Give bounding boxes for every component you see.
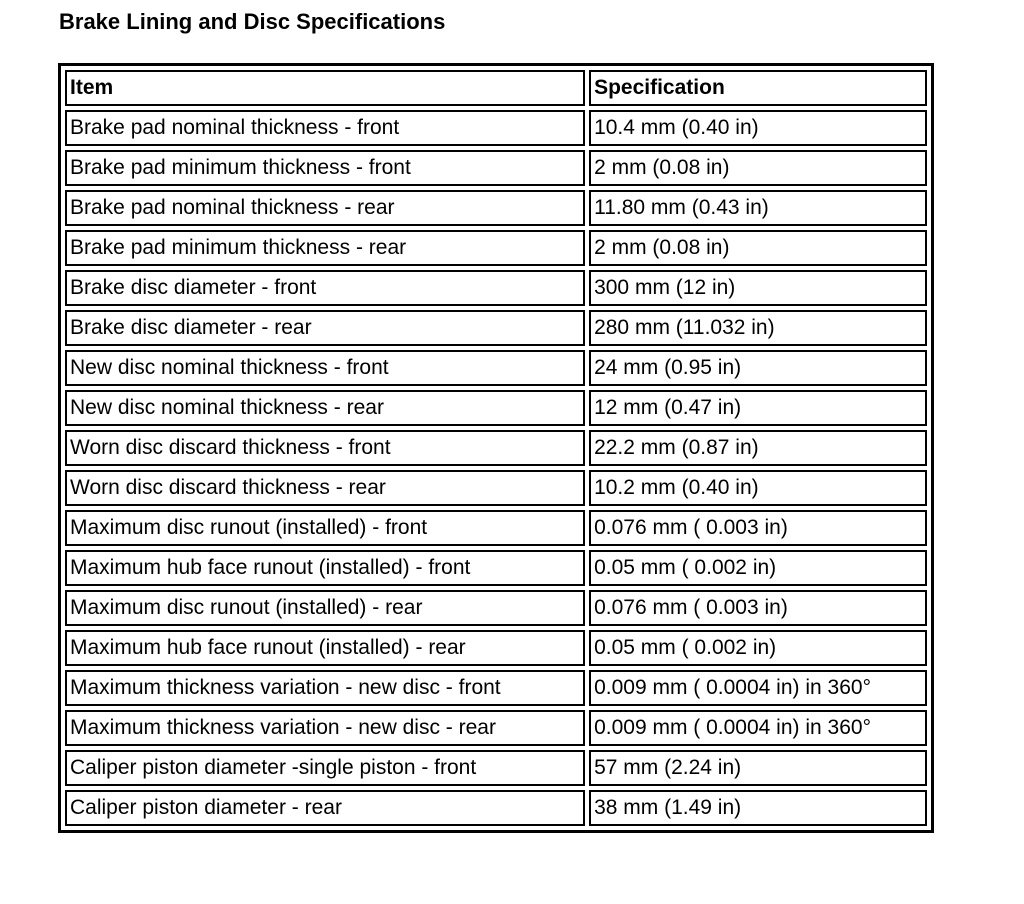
table-row bbox=[65, 470, 927, 506]
cell-specification: 0.05 mm ( 0.002 in) bbox=[589, 630, 927, 666]
cell-specification: 10.2 mm (0.40 in) bbox=[589, 470, 927, 506]
table-row bbox=[65, 230, 927, 266]
cell-specification: 0.05 mm ( 0.002 in) bbox=[589, 550, 927, 586]
cell-item: Brake disc diameter - front bbox=[65, 270, 585, 306]
cell-specification: 300 mm (12 in) bbox=[589, 270, 927, 306]
cell-specification: 11.80 mm (0.43 in) bbox=[589, 190, 927, 226]
cell-item: New disc nominal thickness - front bbox=[65, 350, 585, 386]
table-row bbox=[65, 270, 927, 306]
table-row bbox=[65, 430, 927, 466]
cell-item: Worn disc discard thickness - rear bbox=[65, 470, 585, 506]
cell-item: Brake pad minimum thickness - front bbox=[65, 150, 585, 186]
cell-specification: 0.076 mm ( 0.003 in) bbox=[589, 510, 927, 546]
cell-item: Brake disc diameter - rear bbox=[65, 310, 585, 346]
table-row bbox=[65, 310, 927, 346]
cell-specification: 22.2 mm (0.87 in) bbox=[589, 430, 927, 466]
cell-specification: 38 mm (1.49 in) bbox=[589, 790, 927, 826]
table-row bbox=[65, 510, 927, 546]
cell-specification: 0.009 mm ( 0.0004 in) in 360° bbox=[589, 710, 927, 746]
cell-item: Caliper piston diameter -single piston - front bbox=[65, 750, 585, 786]
cell-specification: 0.076 mm ( 0.003 in) bbox=[589, 590, 927, 626]
cell-item: Maximum hub face runout (installed) - rear bbox=[65, 630, 585, 666]
cell-item: Caliper piston diameter - rear bbox=[65, 790, 585, 826]
cell-specification: 280 mm (11.032 in) bbox=[589, 310, 927, 346]
table-row bbox=[65, 710, 927, 746]
cell-item: Brake pad minimum thickness - rear bbox=[65, 230, 585, 266]
cell-specification: 0.009 mm ( 0.0004 in) in 360° bbox=[589, 670, 927, 706]
cell-specification: 2 mm (0.08 in) bbox=[589, 230, 927, 266]
table-row bbox=[65, 590, 927, 626]
table-row bbox=[65, 750, 927, 786]
cell-specification: 57 mm (2.24 in) bbox=[589, 750, 927, 786]
table-row bbox=[65, 630, 927, 666]
cell-item: Brake pad nominal thickness - rear bbox=[65, 190, 585, 226]
table-row bbox=[65, 190, 927, 226]
table-row bbox=[65, 670, 927, 706]
cell-item: Maximum disc runout (installed) - front bbox=[65, 510, 585, 546]
table-row bbox=[65, 550, 927, 586]
cell-specification: 2 mm (0.08 in) bbox=[589, 150, 927, 186]
table-row bbox=[65, 790, 927, 826]
cell-item: New disc nominal thickness - rear bbox=[65, 390, 585, 426]
table-row bbox=[65, 150, 927, 186]
page-title: Brake Lining and Disc Specifications bbox=[59, 9, 446, 34]
cell-specification: 24 mm (0.95 in) bbox=[589, 350, 927, 386]
column-header-specification: Specification bbox=[589, 70, 927, 106]
cell-specification: 12 mm (0.47 in) bbox=[589, 390, 927, 426]
cell-specification: 10.4 mm (0.40 in) bbox=[589, 110, 927, 146]
cell-item: Worn disc discard thickness - front bbox=[65, 430, 585, 466]
cell-item: Maximum hub face runout (installed) - front bbox=[65, 550, 585, 586]
table-row bbox=[65, 350, 927, 386]
cell-item: Brake pad nominal thickness - front bbox=[65, 110, 585, 146]
table-body bbox=[65, 110, 927, 826]
cell-item: Maximum thickness variation - new disc - front bbox=[65, 670, 585, 706]
table-row bbox=[65, 110, 927, 146]
column-header-item: Item bbox=[65, 70, 585, 106]
table-row bbox=[65, 390, 927, 426]
cell-item: Maximum thickness variation - new disc - rear bbox=[65, 710, 585, 746]
cell-item: Maximum disc runout (installed) - rear bbox=[65, 590, 585, 626]
spec-table bbox=[58, 63, 934, 833]
table-header-row bbox=[65, 70, 927, 106]
